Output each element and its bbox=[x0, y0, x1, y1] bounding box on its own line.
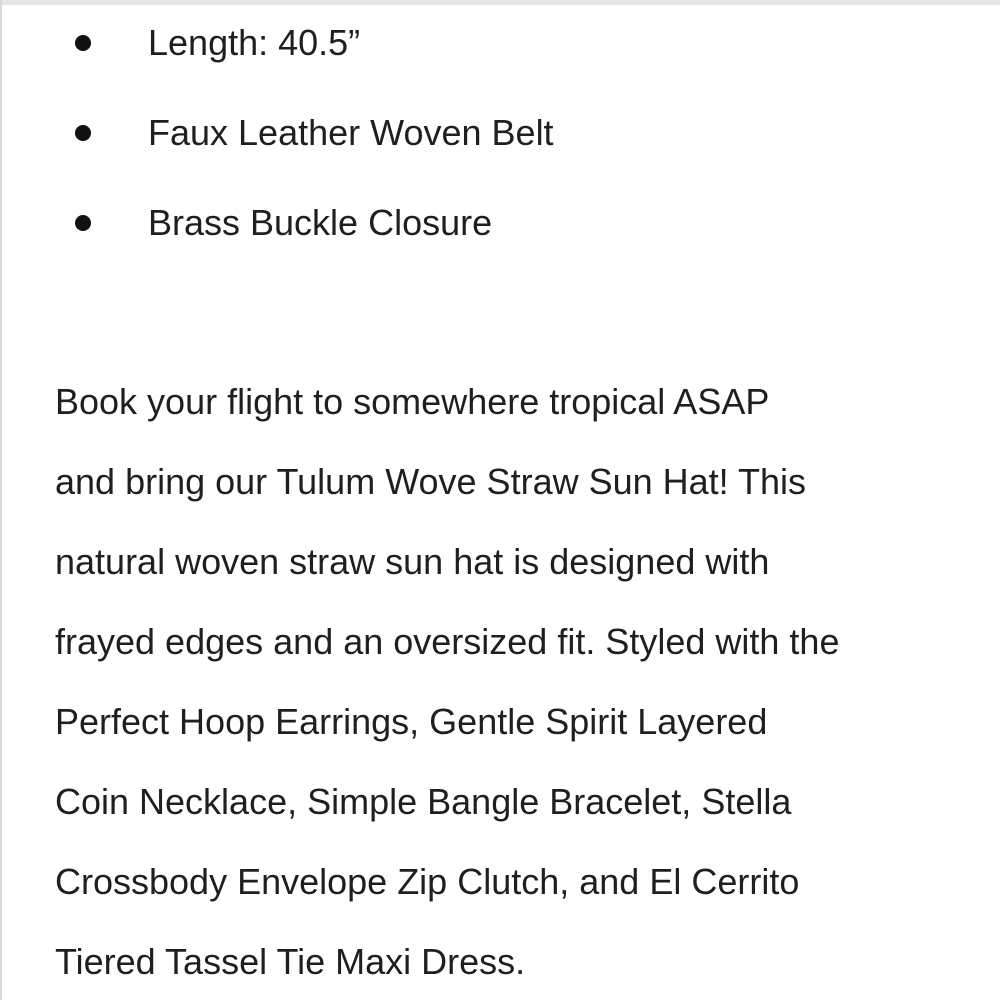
description-line: Crossbody Envelope Zip Clutch, and El Cerrito bbox=[55, 861, 800, 902]
product-description bbox=[55, 362, 955, 1002]
description-line: Book your flight to somewhere tropical ASAP bbox=[55, 381, 770, 422]
bullet-icon bbox=[75, 215, 91, 231]
description-line: Perfect Hoop Earrings, Gentle Spirit Layered bbox=[55, 701, 768, 742]
description-line: and bring our Tulum Wove Straw Sun Hat! This bbox=[55, 461, 807, 502]
feature-list bbox=[0, 20, 1000, 290]
list-item bbox=[0, 20, 1000, 110]
description-line: natural woven straw sun hat is designed with bbox=[55, 541, 770, 582]
description-line: Tiered Tassel Tie Maxi Dress. bbox=[55, 941, 526, 982]
feature-text: Length: 40.5” bbox=[148, 22, 361, 63]
list-item bbox=[0, 200, 1000, 290]
feature-text: Brass Buckle Closure bbox=[148, 202, 493, 243]
description-line: frayed edges and an oversized fit. Styled with the bbox=[55, 621, 840, 662]
bullet-icon bbox=[75, 35, 91, 51]
description-line: Coin Necklace, Simple Bangle Bracelet, Stella bbox=[55, 781, 792, 822]
feature-text: Faux Leather Woven Belt bbox=[148, 112, 554, 153]
list-item bbox=[0, 110, 1000, 200]
bullet-icon bbox=[75, 125, 91, 141]
